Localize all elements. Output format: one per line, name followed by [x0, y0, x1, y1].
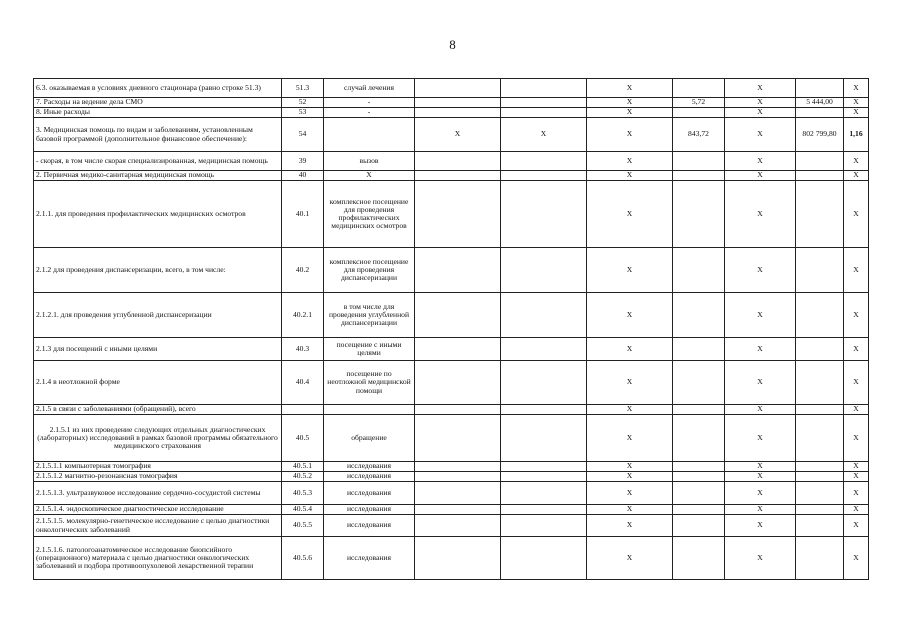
row-cell-5: [501, 415, 587, 462]
row-cell-5: [501, 482, 587, 505]
row-cell-5: [501, 171, 587, 181]
row-cell-10: X: [844, 361, 869, 405]
row-cell-9: [796, 462, 844, 472]
row-cell-7: [673, 248, 725, 293]
table-row: [34, 152, 869, 171]
row-cell-5: [501, 405, 587, 415]
row-code: 40.2.1: [282, 293, 324, 338]
row-cell-5: [501, 338, 587, 361]
row-cell-6: X: [587, 472, 673, 482]
row-unit: обращение: [324, 415, 415, 462]
row-cell-5: [501, 293, 587, 338]
row-cell-7: 5,72: [673, 98, 725, 108]
row-cell-9: [796, 152, 844, 171]
row-cell-4: [415, 415, 501, 462]
row-code: [282, 405, 324, 415]
row-cell-10: X: [844, 338, 869, 361]
row-cell-8: X: [725, 482, 796, 505]
row-cell-8: X: [725, 79, 796, 98]
row-cell-6: X: [587, 405, 673, 415]
table-row: [34, 361, 869, 405]
row-name: 2.1.5.1.2 магнитно-резонансная томография: [34, 472, 282, 482]
row-cell-8: X: [725, 248, 796, 293]
row-unit: X: [324, 171, 415, 181]
row-cell-8: X: [725, 98, 796, 108]
row-cell-4: X: [415, 118, 501, 152]
row-code: 40.2: [282, 248, 324, 293]
row-cell-8: X: [725, 405, 796, 415]
table-row: [34, 405, 869, 415]
row-cell-7: [673, 152, 725, 171]
row-cell-9: 802 799,80: [796, 118, 844, 152]
row-unit: [324, 118, 415, 152]
row-cell-7: [673, 505, 725, 515]
row-code: 40.5.2: [282, 472, 324, 482]
row-cell-4: [415, 152, 501, 171]
row-cell-6: X: [587, 118, 673, 152]
row-name: 7. Расходы на ведение дела СМО: [34, 98, 282, 108]
row-cell-9: [796, 415, 844, 462]
row-name: 3. Медицинская помощь по видам и заболеваниям, установленным базовой программой (дополнительное финансовое обеспечение):: [34, 118, 282, 152]
row-cell-9: 5 444,00: [796, 98, 844, 108]
row-cell-10: X: [844, 462, 869, 472]
row-cell-5: [501, 248, 587, 293]
row-name: 2.1.5.1.1 компьютерная томография: [34, 462, 282, 472]
row-name: 2.1.5 в связи с заболеваниями (обращений), всего: [34, 405, 282, 415]
row-cell-6: X: [587, 338, 673, 361]
row-name: 2.1.5.1.4. эндоскопическое диагностическое исследование: [34, 505, 282, 515]
row-code: 39: [282, 152, 324, 171]
row-cell-5: [501, 98, 587, 108]
row-cell-8: X: [725, 108, 796, 118]
row-unit: [324, 405, 415, 415]
row-code: 40.5.3: [282, 482, 324, 505]
row-cell-7: [673, 482, 725, 505]
row-cell-5: [501, 462, 587, 472]
row-cell-5: [501, 537, 587, 580]
table-row: [34, 171, 869, 181]
row-cell-8: X: [725, 415, 796, 462]
row-cell-9: [796, 248, 844, 293]
row-cell-7: [673, 338, 725, 361]
row-cell-9: [796, 515, 844, 537]
table-row: [34, 505, 869, 515]
row-cell-8: X: [725, 472, 796, 482]
row-cell-9: [796, 482, 844, 505]
row-cell-9: [796, 171, 844, 181]
row-cell-7: [673, 181, 725, 248]
row-cell-4: [415, 293, 501, 338]
row-cell-5: [501, 108, 587, 118]
row-name: 2.1.5.1 из них проведение следующих отдельных диагностических (лабораторных) исследований в рамках базовой программы обязательного медицинского страхования: [34, 415, 282, 462]
row-cell-10: X: [844, 98, 869, 108]
row-code: 40.5: [282, 415, 324, 462]
row-cell-4: [415, 537, 501, 580]
row-name: 2.1.5.1.6. патологоанатомическое исследование биопсийного (операционного) материала с целью диагностики онкологических заболеваний и подбора противоопухолевой лекарственной терапии: [34, 537, 282, 580]
row-cell-9: [796, 361, 844, 405]
table-row: [34, 462, 869, 472]
row-cell-7: [673, 79, 725, 98]
table-row: [34, 293, 869, 338]
row-cell-4: [415, 79, 501, 98]
row-cell-6: X: [587, 248, 673, 293]
row-cell-7: [673, 171, 725, 181]
row-cell-7: 843,72: [673, 118, 725, 152]
row-name: 8. Иные расходы: [34, 108, 282, 118]
row-cell-6: X: [587, 98, 673, 108]
row-cell-9: [796, 537, 844, 580]
row-cell-10: X: [844, 108, 869, 118]
row-cell-7: [673, 405, 725, 415]
row-cell-7: [673, 472, 725, 482]
row-cell-4: [415, 472, 501, 482]
table-row: [34, 537, 869, 580]
row-name: - скорая, в том числе скорая специализированная, медицинская помощь: [34, 152, 282, 171]
row-unit: -: [324, 108, 415, 118]
row-cell-6: X: [587, 505, 673, 515]
row-cell-6: X: [587, 415, 673, 462]
row-cell-10: X: [844, 293, 869, 338]
row-code: 52: [282, 98, 324, 108]
row-cell-4: [415, 181, 501, 248]
row-cell-4: [415, 361, 501, 405]
row-code: 40.5.5: [282, 515, 324, 537]
row-cell-8: X: [725, 118, 796, 152]
financing-table: [33, 78, 869, 580]
row-cell-4: [415, 505, 501, 515]
row-cell-7: [673, 108, 725, 118]
row-unit: комплексное посещение для проведения диспансеризации: [324, 248, 415, 293]
row-cell-9: [796, 181, 844, 248]
row-cell-9: [796, 293, 844, 338]
row-cell-9: [796, 108, 844, 118]
table-row: [34, 118, 869, 152]
row-cell-10: X: [844, 181, 869, 248]
row-cell-10: X: [844, 79, 869, 98]
row-cell-9: [796, 505, 844, 515]
row-cell-6: X: [587, 293, 673, 338]
row-name: 2.1.1. для проведения профилактических медицинских осмотров: [34, 181, 282, 248]
row-name: 2.1.5.1.5. молекулярно-генетическое исследование с целью диагностики онкологических заболеваний: [34, 515, 282, 537]
table-row: [34, 79, 869, 98]
row-name: 2.1.4 в неотложной форме: [34, 361, 282, 405]
row-cell-5: [501, 472, 587, 482]
row-code: 40.5.4: [282, 505, 324, 515]
row-cell-6: X: [587, 79, 673, 98]
row-cell-10: X: [844, 152, 869, 171]
row-cell-4: [415, 98, 501, 108]
row-code: 40.5.6: [282, 537, 324, 580]
row-cell-8: X: [725, 171, 796, 181]
table-row: [34, 482, 869, 505]
table-row: [34, 472, 869, 482]
row-cell-8: X: [725, 537, 796, 580]
page-number: 8: [449, 37, 456, 52]
row-cell-6: X: [587, 152, 673, 171]
row-cell-10: X: [844, 482, 869, 505]
row-name: 6.3. оказываемая в условиях дневного стационара (равно строке 51.3): [34, 79, 282, 98]
table-row: [34, 248, 869, 293]
row-cell-7: [673, 462, 725, 472]
row-cell-10: X: [844, 405, 869, 415]
row-cell-5: [501, 361, 587, 405]
table-row: [34, 338, 869, 361]
row-unit: исследования: [324, 472, 415, 482]
row-code: 40.4: [282, 361, 324, 405]
row-cell-6: X: [587, 181, 673, 248]
row-cell-8: X: [725, 515, 796, 537]
row-cell-4: [415, 515, 501, 537]
row-cell-7: [673, 415, 725, 462]
row-cell-4: [415, 171, 501, 181]
row-cell-8: X: [725, 293, 796, 338]
row-cell-8: X: [725, 338, 796, 361]
row-cell-6: X: [587, 361, 673, 405]
row-cell-9: [796, 405, 844, 415]
row-unit: -: [324, 98, 415, 108]
row-cell-8: X: [725, 152, 796, 171]
row-cell-9: [796, 472, 844, 482]
row-name: 2.1.5.1.3. ультразвуковое исследование сердечно-сосудистой системы: [34, 482, 282, 505]
row-cell-4: [415, 248, 501, 293]
row-code: 40.5.1: [282, 462, 324, 472]
row-cell-8: X: [725, 181, 796, 248]
row-unit: посещение по неотложной медицинской помощи: [324, 361, 415, 405]
row-name: 2.1.3 для посещений с иными целями: [34, 338, 282, 361]
row-cell-4: [415, 482, 501, 505]
row-cell-6: X: [587, 462, 673, 472]
row-cell-7: [673, 515, 725, 537]
row-code: 54: [282, 118, 324, 152]
row-code: 51.3: [282, 79, 324, 98]
row-unit: исследования: [324, 462, 415, 472]
row-unit: вызов: [324, 152, 415, 171]
row-unit: посещение с иными целями: [324, 338, 415, 361]
row-cell-6: X: [587, 515, 673, 537]
row-cell-8: X: [725, 505, 796, 515]
table-row: [34, 515, 869, 537]
row-unit: исследования: [324, 515, 415, 537]
row-name: 2.1.2.1. для проведения углубленной диспансеризации: [34, 293, 282, 338]
row-unit: случай лечения: [324, 79, 415, 98]
row-cell-5: [501, 152, 587, 171]
row-code: 53: [282, 108, 324, 118]
row-code: 40: [282, 171, 324, 181]
row-cell-10: X: [844, 472, 869, 482]
row-cell-5: [501, 181, 587, 248]
table-row: [34, 181, 869, 248]
row-name: 2. Первичная медико-санитарная медицинская помощь: [34, 171, 282, 181]
row-cell-10: X: [844, 505, 869, 515]
row-cell-10: 1,16: [844, 118, 869, 152]
row-cell-10: X: [844, 248, 869, 293]
row-cell-8: X: [725, 361, 796, 405]
row-cell-5: [501, 79, 587, 98]
row-cell-4: [415, 108, 501, 118]
row-cell-6: X: [587, 537, 673, 580]
row-cell-7: [673, 537, 725, 580]
table-row: [34, 415, 869, 462]
row-cell-7: [673, 293, 725, 338]
row-cell-4: [415, 462, 501, 472]
row-unit: комплексное посещение для проведения профилактических медицинских осмотров: [324, 181, 415, 248]
row-unit: исследования: [324, 505, 415, 515]
row-cell-9: [796, 338, 844, 361]
row-cell-4: [415, 338, 501, 361]
row-cell-10: X: [844, 415, 869, 462]
row-cell-6: X: [587, 482, 673, 505]
table-row: [34, 98, 869, 108]
row-cell-10: X: [844, 537, 869, 580]
row-code: 40.3: [282, 338, 324, 361]
row-unit: исследования: [324, 537, 415, 580]
row-cell-10: X: [844, 515, 869, 537]
row-name: 2.1.2 для проведения диспансеризации, всего, в том числе:: [34, 248, 282, 293]
row-cell-5: [501, 505, 587, 515]
table-row: [34, 108, 869, 118]
row-unit: исследования: [324, 482, 415, 505]
row-code: 40.1: [282, 181, 324, 248]
row-cell-6: X: [587, 108, 673, 118]
row-cell-7: [673, 361, 725, 405]
row-cell-5: [501, 515, 587, 537]
row-cell-10: X: [844, 171, 869, 181]
row-cell-9: [796, 79, 844, 98]
row-cell-4: [415, 405, 501, 415]
row-cell-6: X: [587, 171, 673, 181]
row-cell-8: X: [725, 462, 796, 472]
row-cell-5: X: [501, 118, 587, 152]
row-unit: в том числе для проведения углубленной диспансеризации: [324, 293, 415, 338]
